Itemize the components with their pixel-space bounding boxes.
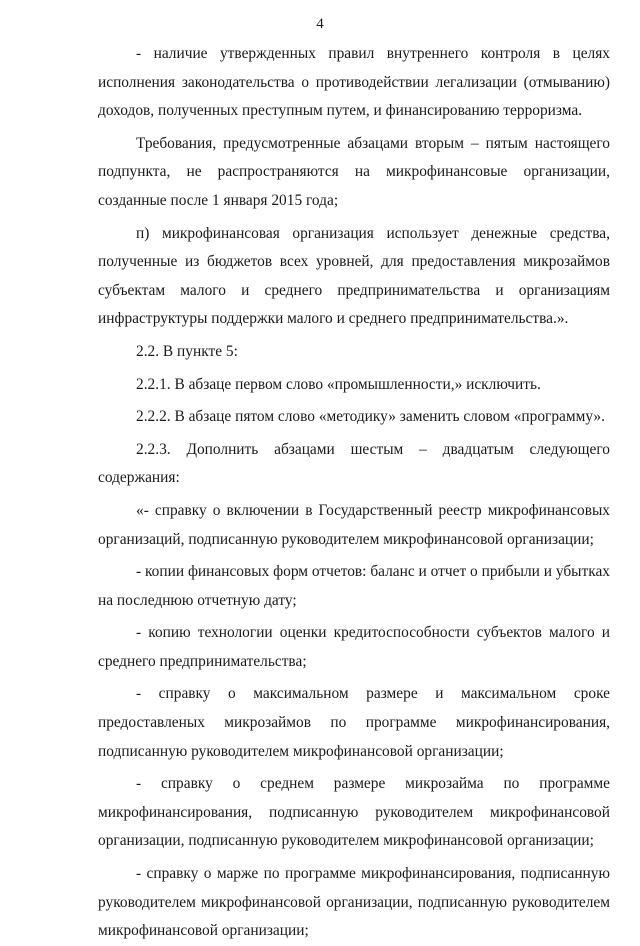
paragraph-2-2-1: 2.2.1. В абзаце первом слово «промышленности,» исключить. <box>136 375 541 393</box>
paragraph-internal-control: - наличие утвержденных правил внутреннего контроля в целях исполнения законодательства о противодействии легализации (отмыванию) доходов, полученных преступным путем, и финансированию терроризма. <box>98 45 610 120</box>
paragraph-2-2-2: 2.2.2. В абзаце пятом слово «методику» заменить словом «программу». <box>136 408 605 426</box>
paragraph-2-2: 2.2. В пункте 5: <box>136 342 238 360</box>
list-item-credit-assessment: - копию технологии оценки кредитоспособности субъектов малого и среднего предпринимательства; <box>98 624 610 670</box>
page-number: 4 <box>316 16 324 32</box>
list-item-registry-certificate: «- справку о включении в Государственный реестр микрофинансовых организаций, подписанную руководителем микрофинансовой организации; <box>98 501 610 548</box>
paragraph-item-p: п) микрофинансовая организация использует денежные средства, полученные из бюджетов всех уровней, для предоставления микрозаймов субъектам малого и среднего предпринимательства и организациям инфраструктуры поддержки малого и среднего предпринимательства.». <box>98 224 610 328</box>
paragraph-requirements: Требования, предусмотренные абзацами вторым – пятым настоящего подпункта, не распространяются на микрофинансовые организации, созданные после 1 января 2015 года; <box>98 134 610 209</box>
list-item-financial-reports: - копии финансовых форм отчетов: баланс и отчет о прибыли и убытках на последнюю отчетную дату; <box>98 563 610 609</box>
paragraph-2-2-3: 2.2.3. Дополнить абзацами шестым – двадцатым следующего содержания: <box>98 440 610 487</box>
list-item-margin-certificate: - справку о марже по программе микрофинансирования, подписанную руководителем микрофинансовой организации, подписанную руководителем микрофинансовой организации; <box>98 865 610 940</box>
list-item-max-loan-certificate: - справку о максимальном размере и максимальном сроке предоставленых микрозаймов по программе микрофинансирования, подписанную руководителем микрофинансовой организации; <box>98 685 610 760</box>
list-item-average-loan-certificate: - справку о среднем размере микрозайма по программе микрофинансирования, подписанную руководителем микрофинансовой организации, подписанную руководителем микрофинансовой организации; <box>98 775 610 850</box>
document-body <box>98 40 610 946</box>
